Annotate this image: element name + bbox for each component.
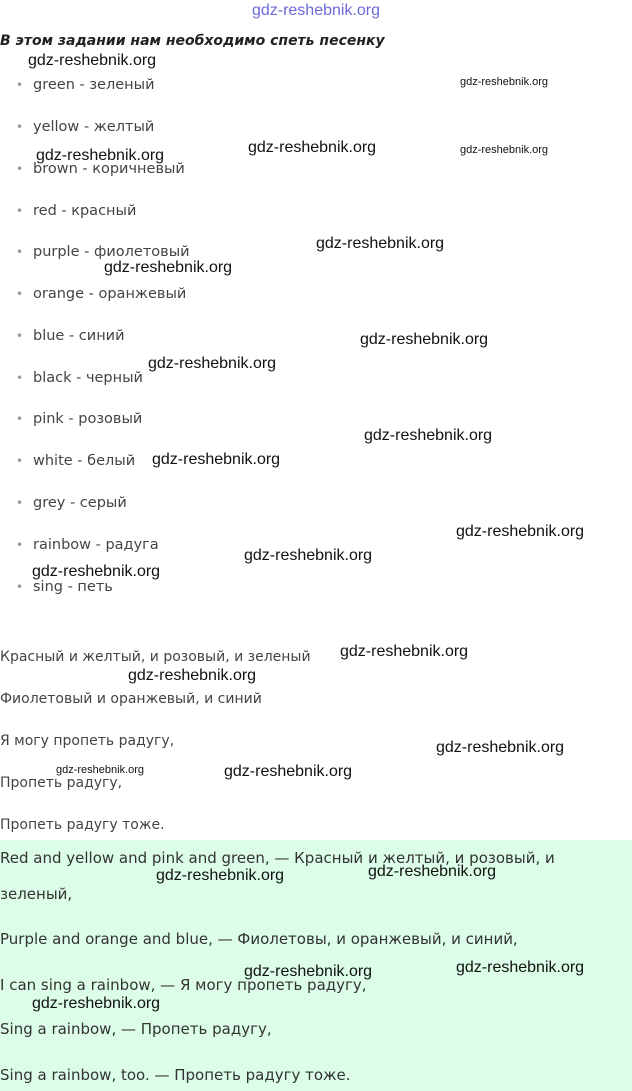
vocab-entry: red - красный — [33, 203, 137, 219]
list-item — [16, 537, 159, 553]
watermark: gdz-reshebnik.org — [460, 76, 549, 88]
vocab-entry: white - белый — [33, 453, 136, 469]
watermark: gdz-reshebnik.org — [36, 147, 165, 164]
vocab-entry: brown - коричневый — [33, 161, 185, 177]
song-line: Красный и желтый, и розовый, и зеленый — [0, 649, 311, 665]
bullet-icon: • — [16, 580, 24, 594]
watermark: gdz-reshebnik.org — [244, 547, 373, 564]
translation-line: зеленый, — [0, 885, 73, 903]
vocab-entry: grey - серый — [33, 495, 127, 511]
watermark: gdz-reshebnik.org — [156, 867, 285, 884]
vocab-entry: rainbow - радуга — [33, 537, 159, 553]
list-item — [16, 286, 186, 302]
watermark: gdz-reshebnik.org — [248, 139, 377, 156]
watermark: gdz-reshebnik.org — [32, 563, 161, 580]
song-line: Пропеть радугу тоже. — [0, 817, 165, 833]
vocab-entry: green - зеленый — [33, 77, 155, 93]
watermark: gdz-reshebnik.org — [244, 963, 373, 980]
bullet-icon: • — [16, 204, 24, 218]
list-item — [16, 411, 142, 427]
watermark: gdz-reshebnik.org — [28, 52, 157, 69]
translation-line: Sing a rainbow, — Пропеть радугу, — [0, 1020, 272, 1038]
bullet-icon: • — [16, 538, 24, 552]
watermark: gdz-reshebnik.org — [148, 355, 277, 372]
bullet-icon: • — [16, 371, 24, 385]
list-item — [16, 119, 154, 135]
watermark: gdz-reshebnik.org — [32, 995, 161, 1012]
list-item — [16, 77, 155, 93]
list-item — [16, 244, 190, 260]
vocab-entry: blue - синий — [33, 328, 125, 344]
watermark: gdz-reshebnik.org — [460, 144, 549, 156]
list-item — [16, 370, 143, 386]
watermark: gdz-reshebnik.org — [360, 331, 489, 348]
vocab-entry: purple - фиолетовый — [33, 244, 190, 260]
bullet-icon: • — [16, 454, 24, 468]
bullet-icon: • — [16, 329, 24, 343]
watermark: gdz-reshebnik.org — [456, 523, 585, 540]
list-item — [16, 328, 125, 344]
watermark: gdz-reshebnik.org — [436, 739, 565, 756]
song-line: Пропеть радугу, — [0, 775, 123, 791]
watermark: gdz-reshebnik.org — [224, 763, 353, 780]
translation-line: I can sing a rainbow, — Я могу пропеть радугу, — [0, 976, 367, 994]
bullet-icon: • — [16, 496, 24, 510]
watermark: gdz-reshebnik.org — [152, 451, 281, 468]
vocab-entry: yellow - желтый — [33, 119, 155, 135]
watermark: gdz-reshebnik.org — [316, 235, 445, 252]
header-watermark: gdz-reshebnik.org — [251, 2, 381, 19]
list-item — [16, 453, 135, 469]
bullet-icon: • — [16, 245, 24, 259]
watermark: gdz-reshebnik.org — [368, 863, 497, 880]
vocab-entry: orange - оранжевый — [33, 286, 187, 302]
vocab-entry: black - черный — [33, 370, 143, 386]
watermark: gdz-reshebnik.org — [364, 427, 493, 444]
watermark: gdz-reshebnik.org — [128, 667, 257, 684]
translation-line: Purple and orange and blue, — Фиолетовы, и оранжевый, и синий, — [0, 930, 518, 948]
bullet-icon: • — [16, 287, 24, 301]
bullet-icon: • — [16, 412, 24, 426]
bullet-icon: • — [16, 162, 24, 176]
bullet-icon: • — [16, 78, 24, 92]
song-line: Я могу пропеть радугу, — [0, 733, 175, 749]
task-title: В этом задании нам необходимо спеть песенку — [0, 33, 385, 49]
vocab-entry: pink - розовый — [33, 411, 143, 427]
translation-line: Red and yellow and pink and green, — Красный и желтый, и розовый, и — [0, 849, 555, 867]
bullet-icon: • — [16, 120, 24, 134]
translation-line: Sing a rainbow, too. — Пропеть радугу тоже. — [0, 1066, 351, 1084]
watermark: gdz-reshebnik.org — [104, 259, 233, 276]
list-item — [16, 203, 136, 219]
list-item — [16, 495, 127, 511]
watermark: gdz-reshebnik.org — [56, 764, 145, 776]
watermark: gdz-reshebnik.org — [456, 959, 585, 976]
song-line: Фиолетовый и оранжевый, и синий — [0, 691, 262, 707]
watermark: gdz-reshebnik.org — [340, 643, 469, 660]
list-item — [16, 579, 113, 595]
vocab-entry: sing - петь — [33, 579, 113, 595]
